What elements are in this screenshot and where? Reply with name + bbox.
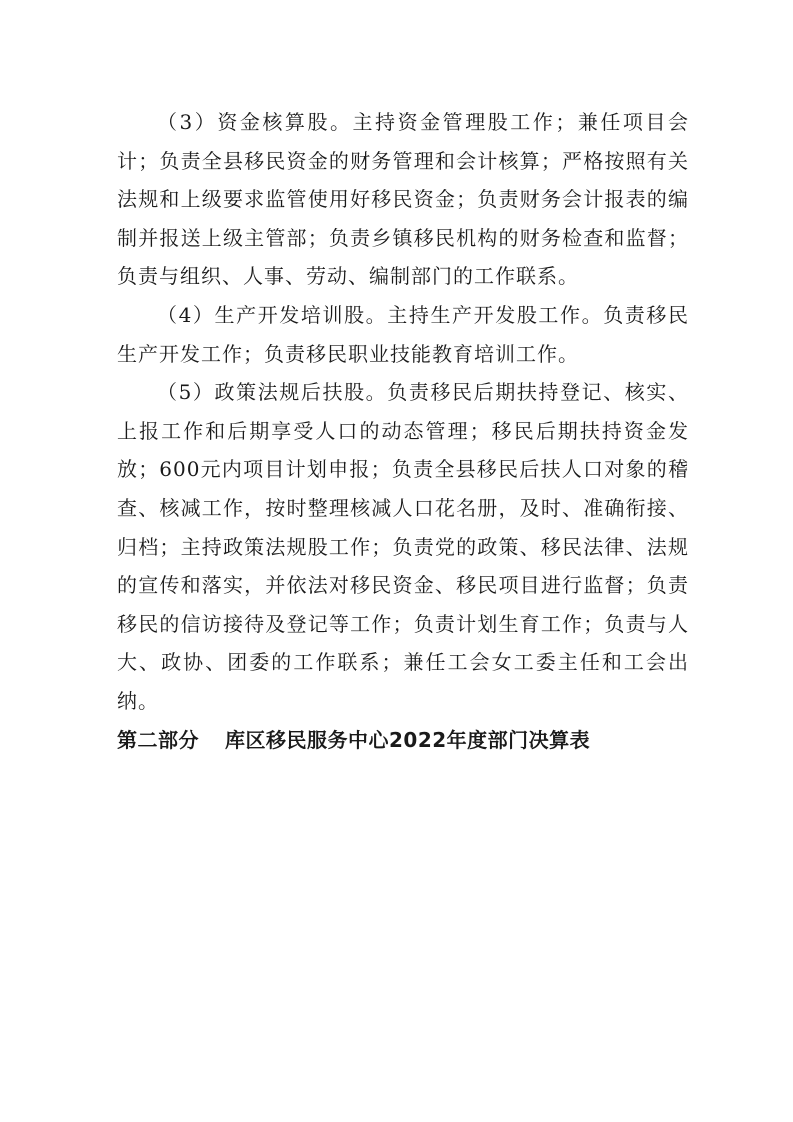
paragraph-section-3 [117, 103, 689, 296]
paragraph-number: （3） [157, 110, 218, 134]
section-heading [117, 721, 689, 760]
paragraph-number: （5） [157, 380, 215, 405]
paragraph-text: 资金核算股。主持资金管理股工作；兼任项目会计；负责全县移民资金的财务管理和会计核算；严格按照有关法规和上级要求监管使用好移民资金；负责财务会计报表的编制并报送上级主管部；负责乡镇移民机构的财务检查和监督；负责与组织、人事、劳动、编制部门的工作联系。 [117, 110, 689, 289]
document-body [117, 103, 689, 759]
paragraph-section-5 [117, 373, 689, 720]
paragraph-number: （4） [157, 302, 215, 327]
paragraph-text: 生产开发培训股。主持生产开发股工作。负责移民生产开发工作；负责移民职业技能教育培训工作。 [117, 302, 689, 366]
paragraph-text: 政策法规后扶股。负责移民后期扶持登记、核实、上报工作和后期享受人口的动态管理；移民后期扶持资金发放；600元内项目计划申报；负责全县移民后扶人口对象的稽查、核减工作，按时整理核减人口花名册，及时、准确衔接、归档；主持政策法规股工作；负责党的政策、移民法律、法规的宣传和落实，并依法对移民资金、移民项目进行监督；负责移民的信访接待及登记等工作；负责计划生育工作；负责与人大、政协、团委的工作联系；兼任工会女工委主任和工会出纳。 [117, 380, 689, 713]
section-title: 库区移民服务中心2022年度部门决算表 [225, 727, 591, 752]
paragraph-section-4 [117, 296, 689, 373]
section-part-label: 第二部分 [117, 727, 199, 752]
